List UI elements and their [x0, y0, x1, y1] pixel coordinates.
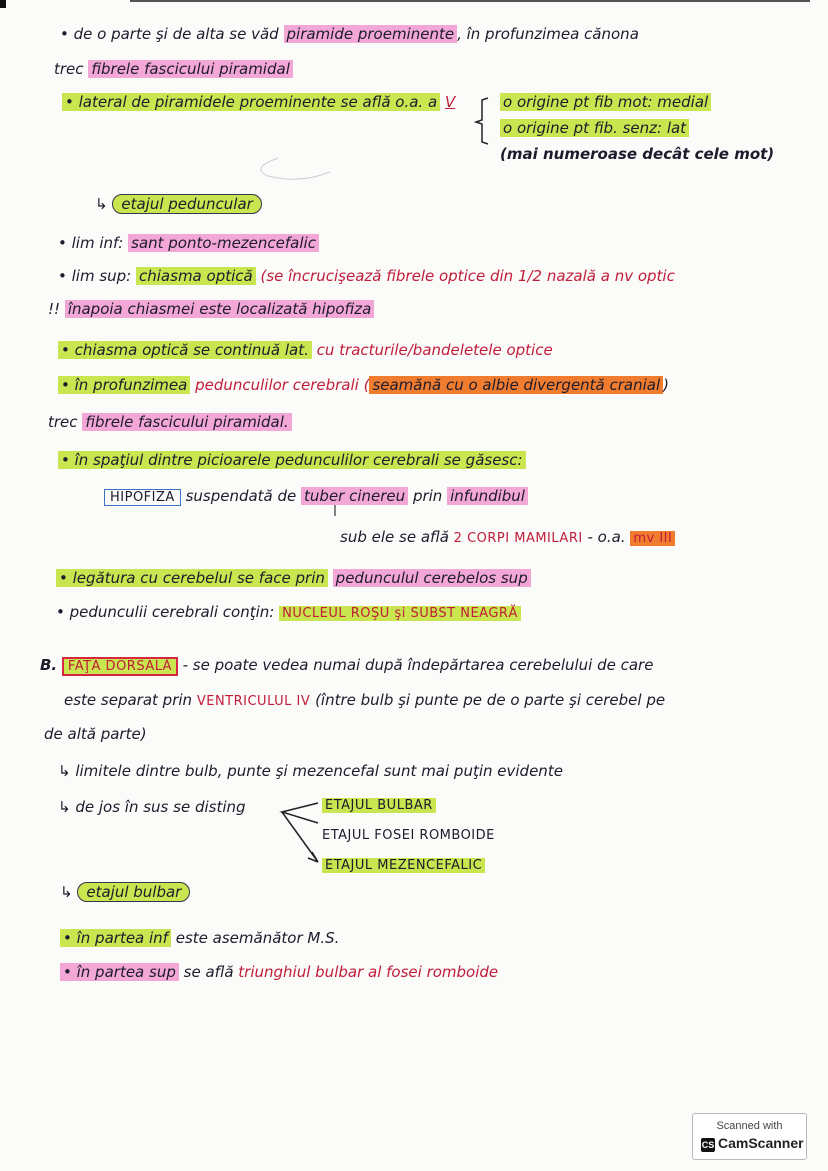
- camscanner-stamp: [692, 1113, 807, 1160]
- highlighted-text: • legătura cu cerebelul se face prin: [56, 569, 328, 587]
- level-bulbar: [322, 794, 436, 816]
- line-pyramidal-fibers-2: [48, 412, 292, 432]
- level-rhomboid-fossa: [322, 824, 495, 846]
- line-upper-part: [60, 962, 498, 982]
- text: este asemănător M.S.: [170, 929, 340, 947]
- line-peduncle-depth: [58, 375, 669, 395]
- line-pyramid-visibility: [60, 24, 639, 44]
- text: ↳ limitele dintre bulb, punte şi mezencefal sunt mai puţin evidente: [58, 762, 563, 780]
- text: ETAJUL FOSEI ROMBOIDE: [322, 828, 495, 843]
- arrow-icon: ↳: [95, 195, 108, 213]
- note-text: pedunculilor cerebrali (: [190, 376, 370, 394]
- line-other-side: [44, 724, 147, 744]
- text: • pedunculii cerebrali conţin:: [56, 603, 275, 621]
- highlighted-text: o origine pt fib. senz: lat: [500, 119, 689, 137]
- line-cerebellum-link: [56, 568, 531, 588]
- highlighted-note: seamănă cu o albie divergentă cranial: [369, 376, 663, 394]
- line-peduncles-contain: [56, 602, 521, 624]
- text: trec: [54, 60, 84, 78]
- cranial-nerve-number: V: [444, 93, 456, 111]
- highlighted-term: infundibul: [447, 487, 528, 505]
- line-lower-part: [60, 928, 339, 948]
- highlighted-term: mv III: [630, 531, 675, 546]
- highlighted-term: fibrele fascicului piramidal: [88, 60, 293, 78]
- line-chiasm-continuation: [58, 340, 553, 360]
- text: , în profunzimea cănona: [457, 25, 639, 43]
- text: - se poate vedea numai după îndepărtarea cerebelului de care: [177, 656, 654, 674]
- text: este separat prin: [64, 691, 193, 709]
- text: • de o parte şi de alta se văd: [60, 25, 279, 43]
- line-lateral-origin: [62, 92, 455, 112]
- boxed-heading: FAŢA DORSALĂ: [62, 657, 178, 676]
- text: se află: [178, 963, 234, 981]
- line-hypophysis: [104, 486, 528, 508]
- section-heading-peduncular: [95, 194, 262, 214]
- line-origin-sensory: [500, 118, 689, 138]
- boxed-term: HIPOFIZA: [104, 489, 181, 506]
- line-lim-inf: [58, 233, 319, 253]
- highlighted-text: • chiasma optică se continuă lat.: [58, 341, 312, 359]
- stamp-caption: Scanned with: [716, 1120, 783, 1132]
- text: (mai numeroase decât cele mot): [500, 145, 775, 163]
- highlighted-text: • în profunzimea: [58, 376, 190, 394]
- text: suspendată de: [180, 487, 297, 505]
- level-mesencephalic: [322, 854, 485, 876]
- text: !!: [48, 300, 61, 318]
- highlighted-text: • în partea inf: [60, 929, 171, 947]
- line-interpeduncular-space: [58, 450, 526, 470]
- note-text: triunghiul bulbar al fosei romboide: [238, 963, 499, 981]
- line-fourth-ventricle: [64, 690, 665, 712]
- text: prin: [408, 487, 443, 505]
- note-text: (se încrucişează fibrele optice din 1/2 nazală a nv optic: [255, 267, 675, 285]
- highlighted-term: tuber cinereu: [301, 487, 408, 505]
- emphasized-term: VENTRICULUL IV: [196, 694, 311, 709]
- highlighted-term: chiasma optică: [136, 267, 256, 285]
- arrow-icon: ↳: [60, 883, 73, 901]
- text: trec: [48, 413, 78, 431]
- note-text: cu tracturile/bandeletele optice: [311, 341, 553, 359]
- section-title: etajul bulbar: [77, 882, 190, 902]
- highlighted-term: ETAJUL MEZENCEFALIC: [322, 858, 485, 873]
- line-lim-sup: [58, 266, 675, 286]
- line-limits-less-evident: [58, 761, 563, 781]
- highlighted-term: sant ponto-mezencefalic: [128, 234, 319, 252]
- text: sub ele se află: [340, 528, 449, 546]
- text: • lim inf:: [58, 234, 124, 252]
- highlighted-term: ETAJUL BULBAR: [322, 798, 436, 813]
- highlighted-term: înapoia chiasmei este localizată hipofiza: [65, 300, 374, 318]
- line-origin-motor: [500, 92, 711, 112]
- line-dorsal-face: [40, 655, 653, 677]
- line-mammillary-bodies: [340, 527, 675, 549]
- text: - o.a.: [582, 528, 626, 546]
- highlighted-text: • în spaţiul dintre picioarele pedunculilor cerebrali se găsesc:: [58, 451, 526, 469]
- section-heading-bulbar: [60, 882, 190, 902]
- text: • lim sup:: [58, 267, 132, 285]
- emphasized-term: 2 CORPI MAMILARI: [453, 531, 583, 546]
- text: ): [663, 376, 670, 394]
- text: ↳ de jos în sus se disting: [58, 798, 246, 816]
- text: de altă parte): [44, 725, 147, 743]
- line-more-numerous: [500, 144, 774, 164]
- stamp-brand: CamScanner: [718, 1135, 804, 1151]
- text: (între bulb şi punte pe de o parte şi cerebel pe: [310, 691, 666, 709]
- camscanner-logo-icon: CS: [701, 1140, 715, 1150]
- highlighted-text: o origine pt fib mot: medial: [500, 93, 711, 111]
- line-pyramidal-fibers: [54, 59, 293, 79]
- section-title: etajul peduncular: [112, 194, 261, 214]
- highlighted-term: piramide proeminente: [284, 25, 458, 43]
- section-letter: B.: [40, 656, 58, 674]
- highlighted-text: • lateral de piramidele proeminente se află o.a. a: [62, 93, 440, 111]
- line-distinguish: [58, 797, 246, 817]
- highlighted-text: • în partea sup: [60, 963, 179, 981]
- highlighted-term: fibrele fascicului piramidal.: [82, 413, 291, 431]
- highlighted-term: NUCLEUL ROŞU şi SUBST NEAGRĂ: [279, 606, 521, 621]
- highlighted-term: pedunculul cerebelos sup: [333, 569, 531, 587]
- line-hypophysis-location: [48, 299, 374, 319]
